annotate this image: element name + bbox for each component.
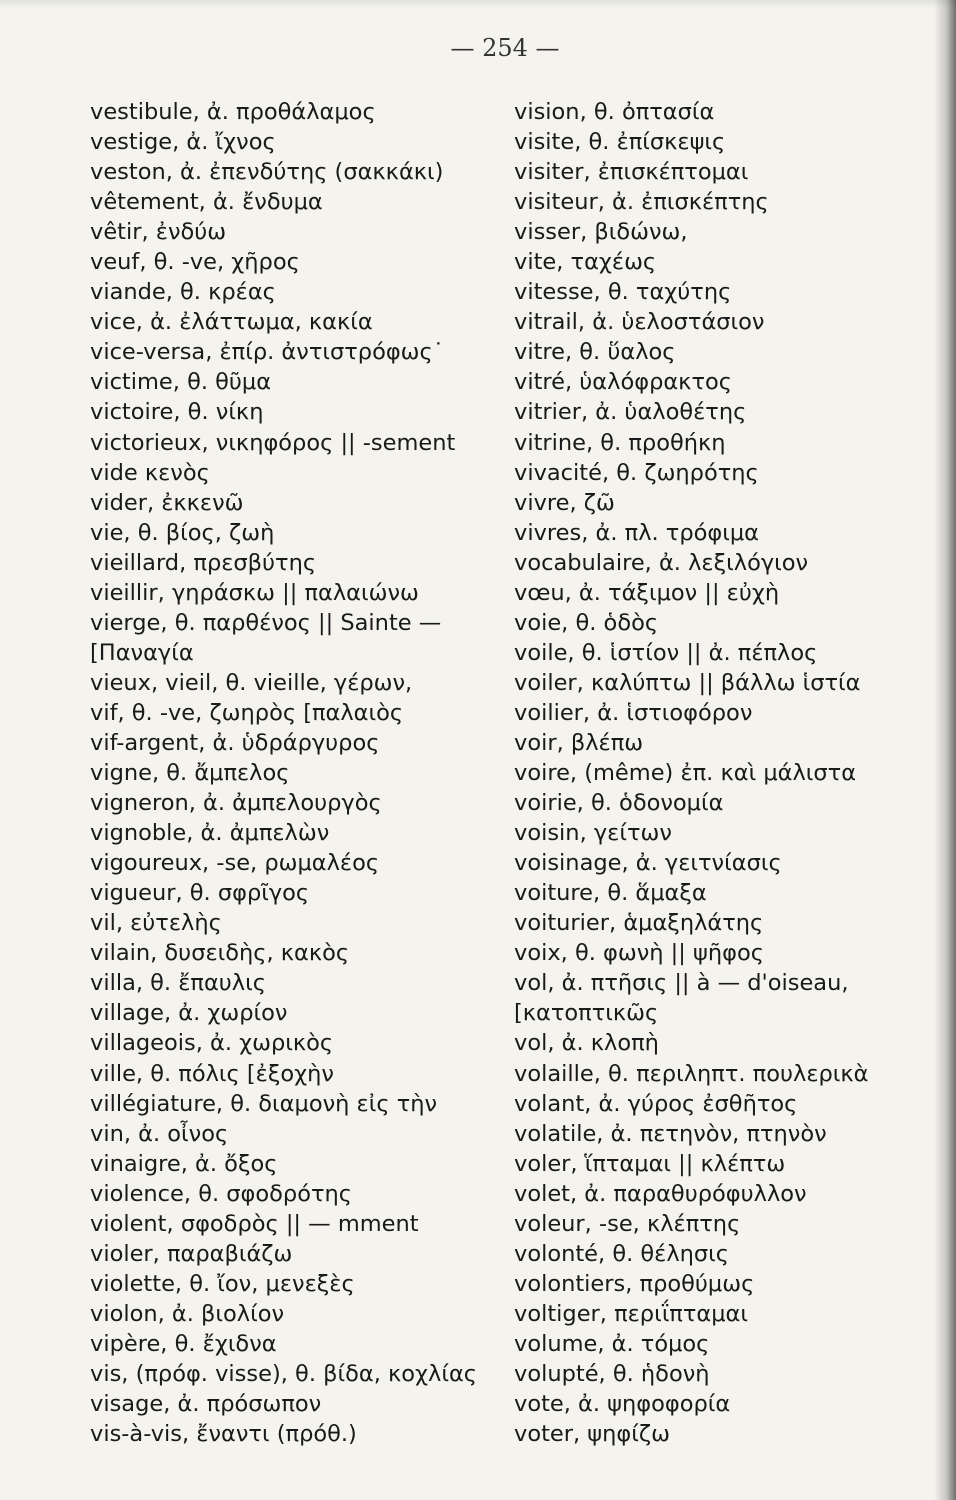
page-shading bbox=[0, 0, 956, 8]
dictionary-entry: ville, θ. πόλις [ἐξοχὴν bbox=[90, 1060, 334, 1087]
dictionary-entry: volant, ἀ. γύρος ἐσθῆτος bbox=[514, 1090, 798, 1117]
dictionary-entry: villégiature, θ. διαμονὴ εἰς τὴν bbox=[90, 1090, 438, 1117]
dictionary-entry: voltiger, περιΐπταμαι bbox=[514, 1300, 748, 1327]
dictionary-entry: victime, θ. θῦμα bbox=[90, 369, 272, 396]
dictionary-entry: vitrier, ἀ. ὑαλοθέτης bbox=[514, 399, 747, 426]
dictionary-entry: violence, θ. σφοδρότης bbox=[90, 1180, 352, 1207]
dictionary-entry: volontiers, προθύμως bbox=[514, 1270, 755, 1297]
dictionary-entry: vite, ταχέως bbox=[514, 249, 657, 276]
dictionary-entry: voler, ἵπταμαι || κλέπτω bbox=[514, 1150, 786, 1177]
dictionary-entry: victoire, θ. νίκη bbox=[90, 399, 264, 426]
dictionary-entry: voter, ψηφίζω bbox=[514, 1421, 670, 1448]
dictionary-entry: [κατοπτικῶς bbox=[514, 1000, 659, 1027]
dictionary-entry: vêtement, ἀ. ἔνδυμα bbox=[90, 189, 323, 216]
dictionary-entry: volet, ἀ. παραθυρόφυλλον bbox=[514, 1180, 807, 1207]
dictionary-entry: vivre, ζῶ bbox=[514, 489, 615, 516]
dictionary-entry: vif, θ. -ve, ζωηρὸς [παλαιὸς bbox=[90, 699, 404, 726]
page-edge-shadow bbox=[934, 0, 956, 1500]
dictionary-entry: vis-à-vis, ἔναντι (πρόθ.) bbox=[90, 1421, 357, 1448]
dictionary-entry: veuf, θ. -ve, χῆρος bbox=[90, 249, 300, 276]
dictionary-entry: visser, βιδώνω, bbox=[514, 219, 688, 246]
dictionary-entry: vocabulaire, ἀ. λεξιλόγιον bbox=[514, 549, 809, 576]
dictionary-entry: villa, θ. ἔπαυλις bbox=[90, 970, 266, 997]
dictionary-entry: vilain, δυσειδὴς, κακὸς bbox=[90, 940, 350, 967]
dictionary-entry: villageois, ἀ. χωρικὸς bbox=[90, 1030, 334, 1057]
dictionary-entry: voiture, θ. ἅμαξα bbox=[514, 880, 707, 907]
dictionary-entry: vigoureux, -se, ρωμαλέος bbox=[90, 850, 380, 877]
dictionary-entry: voisinage, ἀ. γειτνίασις bbox=[514, 850, 782, 877]
dictionary-entry: violent, σφοδρὸς || — mment bbox=[90, 1210, 419, 1237]
dictionary-entry: vestibule, ἀ. προθάλαμος bbox=[90, 99, 376, 125]
dictionary-entry: violer, παραβιάζω bbox=[90, 1240, 293, 1267]
dictionary-entry: veston, ἀ. ἐπενδύτης (σακκάκι) bbox=[90, 159, 444, 186]
dictionary-entry: visiteur, ἀ. ἐπισκέπτης bbox=[514, 189, 769, 216]
dictionary-entry: voleur, -se, κλέπτης bbox=[514, 1210, 741, 1237]
dictionary-entry: vide κενὸς bbox=[90, 459, 210, 486]
dictionary-entry: voire, (même) ἐπ. καὶ μάλιστα bbox=[514, 760, 857, 787]
dictionary-entry: voilier, ἀ. ἱστιοφόρον bbox=[514, 699, 753, 726]
dictionary-entry: vie, θ. βίος, ζωὴ bbox=[90, 519, 275, 546]
dictionary-entry: vitrail, ἀ. ὑελοστάσιον bbox=[514, 309, 765, 336]
dictionary-entry: voirie, θ. ὁδονομία bbox=[514, 790, 724, 817]
dictionary-entry: vote, ἀ. ψηφοφορία bbox=[514, 1391, 731, 1418]
dictionary-entry: volatile, ἀ. πετηνὸν, πτηνὸν bbox=[514, 1120, 827, 1147]
dictionary-entry: vol, ἀ. πτῆσις || à — d'oiseau, bbox=[514, 970, 849, 997]
dictionary-entry: village, ἀ. χωρίον bbox=[90, 1000, 288, 1027]
dictionary-entry: vice, ἀ. ἐλάττωμα, κακία bbox=[90, 309, 373, 336]
dictionary-entry: vil, εὐτελὴς bbox=[90, 910, 222, 937]
dictionary-entry: vestige, ἀ. ἴχνος bbox=[90, 129, 276, 156]
dictionary-entry: vider, ἐκκενῶ bbox=[90, 489, 244, 516]
right-column bbox=[514, 97, 914, 1449]
dictionary-entry: vivres, ἀ. πλ. τρόφιμα bbox=[514, 519, 760, 546]
dictionary-entry: vice-versa, ἐπίρ. ἀντιστρόφως˙ bbox=[90, 339, 444, 366]
dictionary-entry: vierge, θ. παρθένος || Sainte — bbox=[90, 609, 442, 636]
dictionary-entry: vol, ἀ. κλοπὴ bbox=[514, 1030, 659, 1057]
dictionary-entry: volonté, θ. θέλησις bbox=[514, 1240, 729, 1267]
dictionary-entry: voir, βλέπω bbox=[514, 729, 644, 756]
dictionary-entry: vieux, vieil, θ. vieille, γέρων, bbox=[90, 669, 413, 696]
dictionary-entry: [Παναγία bbox=[90, 639, 194, 666]
dictionary-entry: vigne, θ. ἄμπελος bbox=[90, 760, 290, 787]
dictionary-entry: voiler, καλύπτω || βάλλω ἱστία bbox=[514, 669, 861, 696]
dictionary-entry: vigneron, ἀ. ἀμπελουργὸς bbox=[90, 790, 382, 817]
dictionary-entry: vêtir, ἐνδύω bbox=[90, 219, 227, 246]
dictionary-entry: violette, θ. ἴον, μενεξὲς bbox=[90, 1270, 355, 1297]
dictionary-entry: vision, θ. ὀπτασία bbox=[514, 99, 715, 125]
dictionary-entry: vignoble, ἀ. ἀμπελὼν bbox=[90, 820, 330, 847]
dictionary-entry: vœu, ἀ. τάξιμον || εὐχὴ bbox=[514, 579, 780, 606]
dictionary-entry: vif-argent, ἀ. ὑδράργυρος bbox=[90, 729, 380, 756]
dictionary-entry: volupté, θ. ἡδονὴ bbox=[514, 1360, 710, 1387]
dictionary-entry: volaille, θ. περιληπτ. πουλερικὰ bbox=[514, 1060, 869, 1087]
dictionary-entry: visage, ἀ. πρόσωπον bbox=[90, 1391, 322, 1418]
dictionary-entry: vis, (πρόφ. visse), θ. βίδα, κοχλίας bbox=[90, 1360, 477, 1387]
dictionary-entry: vitre, θ. ὕαλος bbox=[514, 339, 676, 366]
dictionary-entry: visiter, ἐπισκέπτομαι bbox=[514, 159, 749, 186]
dictionary-entry: vitrine, θ. προθήκη bbox=[514, 429, 726, 456]
dictionary-entry: vitesse, θ. ταχύτης bbox=[514, 279, 732, 306]
dictionary-entry: vivacité, θ. ζωηρότης bbox=[514, 459, 759, 486]
dictionary-entry: visite, θ. ἐπίσκεψις bbox=[514, 129, 726, 156]
dictionary-entry: violon, ἀ. βιολίον bbox=[90, 1300, 285, 1327]
dictionary-entry: volume, ἀ. τόμος bbox=[514, 1330, 710, 1357]
dictionary-entry: vipère, θ. ἔχιδνα bbox=[90, 1330, 277, 1357]
dictionary-entry: vieillir, γηράσκω || παλαιώνω bbox=[90, 579, 419, 606]
left-column bbox=[90, 97, 500, 1449]
dictionary-entry: voile, θ. ἱστίον || ἀ. πέπλος bbox=[514, 639, 818, 666]
dictionary-entry: vin, ἀ. οἶνος bbox=[90, 1120, 229, 1147]
dictionary-entry: viande, θ. κρέας bbox=[90, 279, 276, 306]
dictionary-entry: vitré, ὑαλόφρακτος bbox=[514, 369, 732, 396]
page-number: — 254 — bbox=[450, 34, 560, 62]
dictionary-entry: voie, θ. ὁδὸς bbox=[514, 609, 659, 636]
dictionary-entry: voix, θ. φωνὴ || ψῆφος bbox=[514, 940, 764, 967]
dictionary-entry: voiturier, ἁμαξηλάτης bbox=[514, 910, 764, 937]
dictionary-entry: victorieux, νικηφόρος || -sement bbox=[90, 429, 456, 456]
dictionary-entry: vigueur, θ. σφρῖγος bbox=[90, 880, 310, 907]
dictionary-entry: vieillard, πρεσβύτης bbox=[90, 549, 317, 576]
dictionary-entry: vinaigre, ἀ. ὄξος bbox=[90, 1150, 278, 1177]
dictionary-entry: voisin, γείτων bbox=[514, 820, 672, 847]
